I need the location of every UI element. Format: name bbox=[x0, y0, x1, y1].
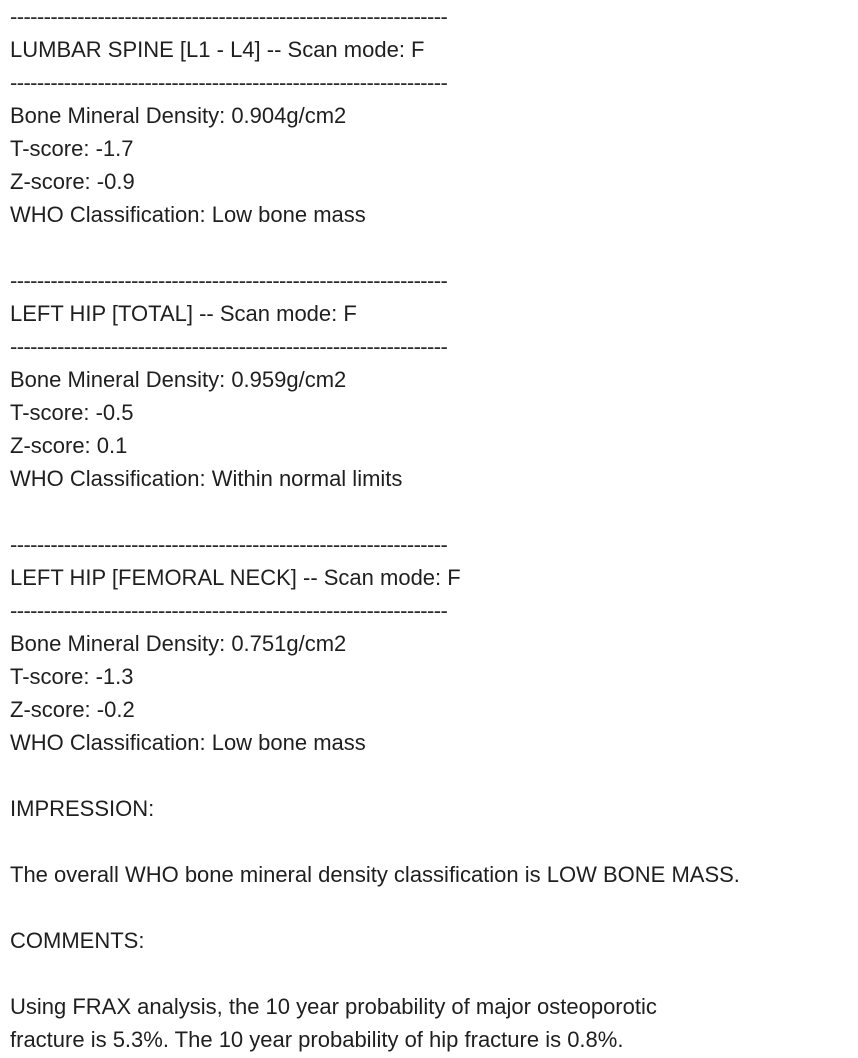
who-classification: WHO Classification: Low bone mass bbox=[10, 202, 366, 227]
comments-heading: COMMENTS: bbox=[10, 928, 145, 953]
spacer bbox=[10, 891, 850, 924]
who-classification: WHO Classification: Low bone mass bbox=[10, 730, 366, 755]
t-score: T-score: -1.3 bbox=[10, 664, 134, 689]
z-score: Z-score: 0.1 bbox=[10, 433, 128, 458]
spacer bbox=[10, 957, 850, 990]
section-heading-lumbar-spine: LUMBAR SPINE [L1 - L4] -- Scan mode: F bbox=[10, 37, 425, 62]
bone-density-report bbox=[10, 0, 850, 1056]
spacer bbox=[10, 825, 850, 858]
spacer bbox=[10, 759, 850, 792]
z-score: Z-score: -0.2 bbox=[10, 697, 135, 722]
divider-line: ----------------------------------------------------------------- bbox=[10, 532, 448, 557]
bmd-value: Bone Mineral Density: 0.751g/cm2 bbox=[10, 631, 347, 656]
section-heading-left-hip-femoral-neck: LEFT HIP [FEMORAL NECK] -- Scan mode: F bbox=[10, 565, 461, 590]
section-heading-left-hip-total: LEFT HIP [TOTAL] -- Scan mode: F bbox=[10, 301, 357, 326]
comments-text: Using FRAX analysis, the 10 year probability of major osteoporotic fracture is 5.3%. The 10 year probability of hip fracture is 0.8%. bbox=[10, 994, 657, 1052]
spacer bbox=[10, 495, 850, 528]
bmd-value: Bone Mineral Density: 0.904g/cm2 bbox=[10, 103, 347, 128]
z-score: Z-score: -0.9 bbox=[10, 169, 135, 194]
divider-line: ----------------------------------------------------------------- bbox=[10, 70, 448, 95]
t-score: T-score: -1.7 bbox=[10, 136, 134, 161]
who-classification: WHO Classification: Within normal limits bbox=[10, 466, 403, 491]
divider-line: ----------------------------------------------------------------- bbox=[10, 334, 448, 359]
bmd-value: Bone Mineral Density: 0.959g/cm2 bbox=[10, 367, 347, 392]
impression-text: The overall WHO bone mineral density classification is LOW BONE MASS. bbox=[10, 862, 740, 887]
divider-line: ----------------------------------------------------------------- bbox=[10, 4, 448, 29]
spacer bbox=[10, 231, 850, 264]
divider-line: ----------------------------------------------------------------- bbox=[10, 268, 448, 293]
t-score: T-score: -0.5 bbox=[10, 400, 134, 425]
impression-heading: IMPRESSION: bbox=[10, 796, 155, 821]
divider-line: ----------------------------------------------------------------- bbox=[10, 598, 448, 623]
